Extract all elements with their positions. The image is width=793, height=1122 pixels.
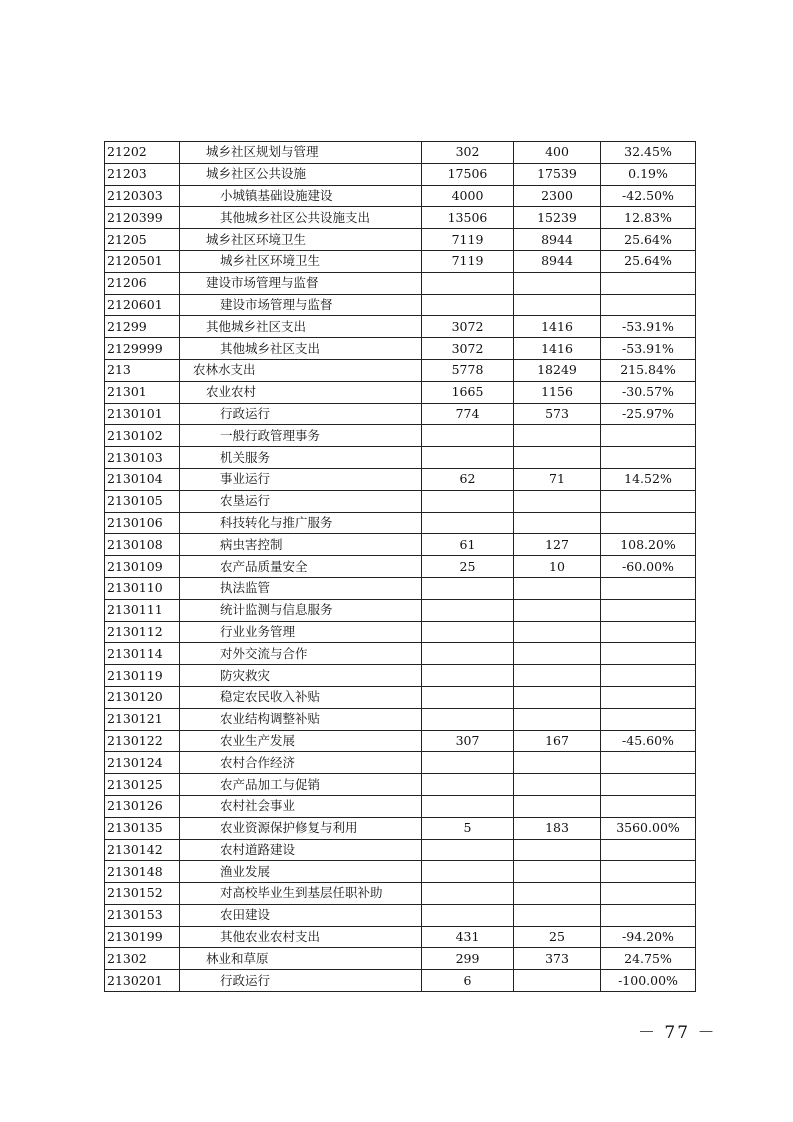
value-cell-a: 299 xyxy=(422,948,514,970)
value-cell-a xyxy=(422,861,514,883)
value-cell-a xyxy=(422,490,514,512)
table-row xyxy=(105,556,696,578)
change-cell: 14.52% xyxy=(601,468,696,490)
table-row xyxy=(105,359,696,381)
value-cell-a: 5 xyxy=(422,817,514,839)
table-row xyxy=(105,904,696,926)
value-cell-a xyxy=(422,425,514,447)
value-cell-a: 3072 xyxy=(422,316,514,338)
code-cell: 2130125 xyxy=(105,774,180,796)
value-cell-b: 8944 xyxy=(514,229,601,251)
table-row xyxy=(105,512,696,534)
table-row xyxy=(105,861,696,883)
change-cell: 32.45% xyxy=(601,142,696,164)
value-cell-b: 18249 xyxy=(514,359,601,381)
item-name-cell: 行政运行 xyxy=(180,970,422,992)
value-cell-a: 25 xyxy=(422,556,514,578)
code-cell: 2130126 xyxy=(105,795,180,817)
value-cell-b xyxy=(514,861,601,883)
value-cell-a: 302 xyxy=(422,142,514,164)
table-row xyxy=(105,621,696,643)
change-cell xyxy=(601,490,696,512)
table-row xyxy=(105,643,696,665)
change-cell: 108.20% xyxy=(601,534,696,556)
value-cell-a xyxy=(422,686,514,708)
code-cell: 2130135 xyxy=(105,817,180,839)
change-cell xyxy=(601,665,696,687)
change-cell: 12.83% xyxy=(601,207,696,229)
table-row xyxy=(105,926,696,948)
value-cell-b xyxy=(514,577,601,599)
value-cell-a: 774 xyxy=(422,403,514,425)
value-cell-b xyxy=(514,621,601,643)
code-cell: 21206 xyxy=(105,272,180,294)
code-cell: 2130103 xyxy=(105,447,180,469)
table-row xyxy=(105,817,696,839)
item-name-cell: 其他农业农村支出 xyxy=(180,926,422,948)
table-row xyxy=(105,686,696,708)
code-cell: 21205 xyxy=(105,229,180,251)
value-cell-b xyxy=(514,665,601,687)
item-name-cell: 农田建设 xyxy=(180,904,422,926)
table-row xyxy=(105,338,696,360)
value-cell-a: 1665 xyxy=(422,381,514,403)
value-cell-b: 400 xyxy=(514,142,601,164)
change-cell xyxy=(601,577,696,599)
change-cell xyxy=(601,621,696,643)
value-cell-a xyxy=(422,752,514,774)
value-cell-b: 10 xyxy=(514,556,601,578)
value-cell-a xyxy=(422,512,514,534)
item-name-cell: 农产品加工与促销 xyxy=(180,774,422,796)
value-cell-a: 7119 xyxy=(422,250,514,272)
item-name-cell: 事业运行 xyxy=(180,468,422,490)
table-row xyxy=(105,468,696,490)
change-cell xyxy=(601,447,696,469)
table-row xyxy=(105,839,696,861)
change-cell xyxy=(601,795,696,817)
value-cell-a xyxy=(422,883,514,905)
item-name-cell: 林业和草原 xyxy=(180,948,422,970)
table-row xyxy=(105,970,696,992)
value-cell-a xyxy=(422,577,514,599)
value-cell-b: 573 xyxy=(514,403,601,425)
value-cell-b xyxy=(514,839,601,861)
code-cell: 21202 xyxy=(105,142,180,164)
change-cell xyxy=(601,774,696,796)
change-cell xyxy=(601,686,696,708)
value-cell-b xyxy=(514,883,601,905)
change-cell xyxy=(601,861,696,883)
item-name-cell: 城乡社区规划与管理 xyxy=(180,142,422,164)
item-name-cell: 科技转化与推广服务 xyxy=(180,512,422,534)
item-name-cell: 其他城乡社区公共设施支出 xyxy=(180,207,422,229)
value-cell-b xyxy=(514,599,601,621)
item-name-cell: 小城镇基础设施建设 xyxy=(180,185,422,207)
value-cell-a: 7119 xyxy=(422,229,514,251)
value-cell-b xyxy=(514,643,601,665)
table-row xyxy=(105,381,696,403)
value-cell-b xyxy=(514,490,601,512)
item-name-cell: 农村道路建设 xyxy=(180,839,422,861)
item-name-cell: 行政运行 xyxy=(180,403,422,425)
value-cell-a xyxy=(422,621,514,643)
value-cell-b: 167 xyxy=(514,730,601,752)
code-cell: 2130110 xyxy=(105,577,180,599)
table-row xyxy=(105,294,696,316)
change-cell: -53.91% xyxy=(601,338,696,360)
change-cell xyxy=(601,294,696,316)
change-cell xyxy=(601,272,696,294)
value-cell-b xyxy=(514,294,601,316)
code-cell: 2120399 xyxy=(105,207,180,229)
value-cell-b: 25 xyxy=(514,926,601,948)
value-cell-a: 4000 xyxy=(422,185,514,207)
table-row xyxy=(105,250,696,272)
code-cell: 21299 xyxy=(105,316,180,338)
table-row xyxy=(105,577,696,599)
code-cell: 2130148 xyxy=(105,861,180,883)
item-name-cell: 农村社会事业 xyxy=(180,795,422,817)
item-name-cell: 农村合作经济 xyxy=(180,752,422,774)
value-cell-b xyxy=(514,686,601,708)
item-name-cell: 农业结构调整补贴 xyxy=(180,708,422,730)
code-cell: 2130106 xyxy=(105,512,180,534)
change-cell: -42.50% xyxy=(601,185,696,207)
table-row xyxy=(105,316,696,338)
value-cell-a xyxy=(422,795,514,817)
code-cell: 2129999 xyxy=(105,338,180,360)
change-cell: 25.64% xyxy=(601,229,696,251)
table-row xyxy=(105,490,696,512)
change-cell: 24.75% xyxy=(601,948,696,970)
table-row xyxy=(105,774,696,796)
table-row xyxy=(105,730,696,752)
item-name-cell: 其他城乡社区支出 xyxy=(180,338,422,360)
code-cell: 2130114 xyxy=(105,643,180,665)
value-cell-a: 431 xyxy=(422,926,514,948)
table-row xyxy=(105,207,696,229)
item-name-cell: 城乡社区环境卫生 xyxy=(180,250,422,272)
code-cell: 2130201 xyxy=(105,970,180,992)
item-name-cell: 农垦运行 xyxy=(180,490,422,512)
table-row xyxy=(105,708,696,730)
value-cell-a: 5778 xyxy=(422,359,514,381)
table-row xyxy=(105,752,696,774)
code-cell: 2120601 xyxy=(105,294,180,316)
code-cell: 2130124 xyxy=(105,752,180,774)
value-cell-b: 1416 xyxy=(514,338,601,360)
value-cell-b: 17539 xyxy=(514,163,601,185)
code-cell: 2130102 xyxy=(105,425,180,447)
change-cell: -53.91% xyxy=(601,316,696,338)
table-row xyxy=(105,185,696,207)
value-cell-a: 3072 xyxy=(422,338,514,360)
item-name-cell: 渔业发展 xyxy=(180,861,422,883)
change-cell xyxy=(601,752,696,774)
value-cell-b: 183 xyxy=(514,817,601,839)
change-cell xyxy=(601,599,696,621)
item-name-cell: 建设市场管理与监督 xyxy=(180,272,422,294)
change-cell: 25.64% xyxy=(601,250,696,272)
table-row xyxy=(105,272,696,294)
table-row xyxy=(105,883,696,905)
table-row xyxy=(105,447,696,469)
item-name-cell: 其他城乡社区支出 xyxy=(180,316,422,338)
item-name-cell: 一般行政管理事务 xyxy=(180,425,422,447)
table-body xyxy=(105,142,696,992)
code-cell: 2120501 xyxy=(105,250,180,272)
item-name-cell: 机关服务 xyxy=(180,447,422,469)
value-cell-a: 17506 xyxy=(422,163,514,185)
value-cell-b: 15239 xyxy=(514,207,601,229)
item-name-cell: 对外交流与合作 xyxy=(180,643,422,665)
item-name-cell: 农业农村 xyxy=(180,381,422,403)
item-name-cell: 农林水支出 xyxy=(180,359,422,381)
table-row xyxy=(105,665,696,687)
change-cell: 0.19% xyxy=(601,163,696,185)
item-name-cell: 城乡社区公共设施 xyxy=(180,163,422,185)
table-row xyxy=(105,599,696,621)
page-number: － 77 － xyxy=(638,1023,717,1043)
value-cell-b xyxy=(514,904,601,926)
value-cell-a: 62 xyxy=(422,468,514,490)
value-cell-a xyxy=(422,708,514,730)
code-cell: 2130122 xyxy=(105,730,180,752)
item-name-cell: 病虫害控制 xyxy=(180,534,422,556)
change-cell xyxy=(601,904,696,926)
value-cell-b xyxy=(514,795,601,817)
value-cell-b: 373 xyxy=(514,948,601,970)
value-cell-b xyxy=(514,774,601,796)
item-name-cell: 稳定农民收入补贴 xyxy=(180,686,422,708)
code-cell: 2130108 xyxy=(105,534,180,556)
table-row xyxy=(105,948,696,970)
value-cell-a: 6 xyxy=(422,970,514,992)
change-cell: -25.97% xyxy=(601,403,696,425)
value-cell-a xyxy=(422,839,514,861)
value-cell-b: 2300 xyxy=(514,185,601,207)
code-cell: 2130199 xyxy=(105,926,180,948)
value-cell-b: 71 xyxy=(514,468,601,490)
item-name-cell: 农业生产发展 xyxy=(180,730,422,752)
code-cell: 2130120 xyxy=(105,686,180,708)
change-cell: -30.57% xyxy=(601,381,696,403)
value-cell-a xyxy=(422,294,514,316)
value-cell-a xyxy=(422,272,514,294)
change-cell: -60.00% xyxy=(601,556,696,578)
value-cell-a xyxy=(422,774,514,796)
change-cell xyxy=(601,425,696,447)
value-cell-a xyxy=(422,904,514,926)
code-cell: 2130109 xyxy=(105,556,180,578)
value-cell-b: 8944 xyxy=(514,250,601,272)
code-cell: 2130142 xyxy=(105,839,180,861)
change-cell: 215.84% xyxy=(601,359,696,381)
table-row xyxy=(105,142,696,164)
value-cell-b xyxy=(514,512,601,534)
code-cell: 213 xyxy=(105,359,180,381)
code-cell: 2130152 xyxy=(105,883,180,905)
item-name-cell: 城乡社区环境卫生 xyxy=(180,229,422,251)
table-row xyxy=(105,163,696,185)
code-cell: 2130112 xyxy=(105,621,180,643)
value-cell-a xyxy=(422,599,514,621)
value-cell-a xyxy=(422,447,514,469)
code-cell: 2130104 xyxy=(105,468,180,490)
value-cell-b xyxy=(514,708,601,730)
table-row xyxy=(105,229,696,251)
code-cell: 21301 xyxy=(105,381,180,403)
value-cell-a: 307 xyxy=(422,730,514,752)
change-cell xyxy=(601,512,696,534)
table-row xyxy=(105,795,696,817)
change-cell: 3560.00% xyxy=(601,817,696,839)
item-name-cell: 防灾救灾 xyxy=(180,665,422,687)
code-cell: 2130101 xyxy=(105,403,180,425)
code-cell: 2130121 xyxy=(105,708,180,730)
value-cell-b: 1156 xyxy=(514,381,601,403)
value-cell-b: 127 xyxy=(514,534,601,556)
value-cell-b xyxy=(514,272,601,294)
value-cell-a: 61 xyxy=(422,534,514,556)
code-cell: 21302 xyxy=(105,948,180,970)
change-cell: -45.60% xyxy=(601,730,696,752)
code-cell: 2130105 xyxy=(105,490,180,512)
item-name-cell: 统计监测与信息服务 xyxy=(180,599,422,621)
table-row xyxy=(105,425,696,447)
change-cell xyxy=(601,839,696,861)
code-cell: 2130111 xyxy=(105,599,180,621)
change-cell xyxy=(601,708,696,730)
item-name-cell: 建设市场管理与监督 xyxy=(180,294,422,316)
change-cell xyxy=(601,643,696,665)
code-cell: 21203 xyxy=(105,163,180,185)
item-name-cell: 农产品质量安全 xyxy=(180,556,422,578)
value-cell-b xyxy=(514,425,601,447)
value-cell-a xyxy=(422,643,514,665)
change-cell: -100.00% xyxy=(601,970,696,992)
value-cell-b: 1416 xyxy=(514,316,601,338)
value-cell-b xyxy=(514,970,601,992)
item-name-cell: 农业资源保护修复与利用 xyxy=(180,817,422,839)
item-name-cell: 行业业务管理 xyxy=(180,621,422,643)
value-cell-b xyxy=(514,752,601,774)
code-cell: 2130153 xyxy=(105,904,180,926)
change-cell xyxy=(601,883,696,905)
item-name-cell: 对高校毕业生到基层任职补助 xyxy=(180,883,422,905)
change-cell: -94.20% xyxy=(601,926,696,948)
value-cell-a xyxy=(422,665,514,687)
code-cell: 2130119 xyxy=(105,665,180,687)
table-row xyxy=(105,534,696,556)
value-cell-b xyxy=(514,447,601,469)
table-row xyxy=(105,403,696,425)
budget-table xyxy=(104,141,696,992)
item-name-cell: 执法监管 xyxy=(180,577,422,599)
value-cell-a: 13506 xyxy=(422,207,514,229)
code-cell: 2120303 xyxy=(105,185,180,207)
